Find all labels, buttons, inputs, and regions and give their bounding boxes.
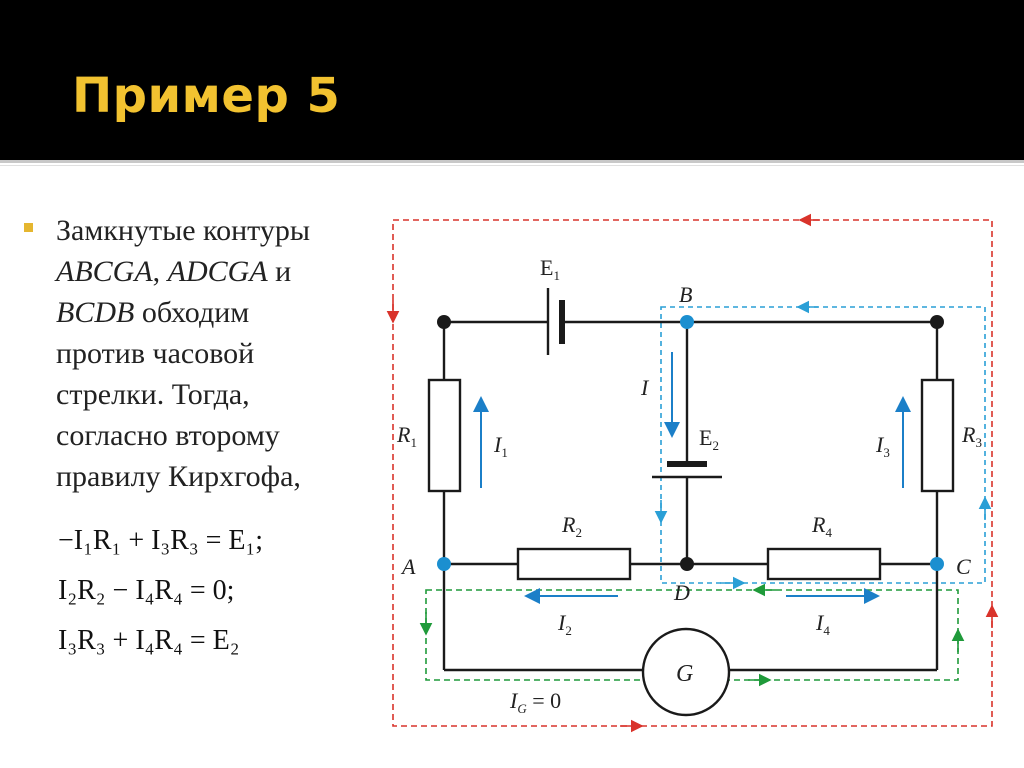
node-a <box>437 557 451 571</box>
node-b <box>680 315 694 329</box>
text-line: ABCGA, ADCGA и <box>56 255 292 288</box>
equation-2: I₂R₂ − I₄R₄ = 0; <box>58 575 235 606</box>
resistor-r2 <box>518 549 630 579</box>
label-c: C <box>956 554 971 579</box>
equation-3: I₃R₃ + I₄R₄ = E₂ <box>58 625 240 656</box>
equation-1: −I₁R₁ + I₃R₃ = E₁; <box>58 525 264 556</box>
label-ig: $I_G = 0$ <box>510 688 562 716</box>
text-line: правилу Кирхгофа, <box>56 460 301 493</box>
resistor-r4 <box>768 549 880 579</box>
text-line: согласно второму <box>56 419 280 452</box>
corner-node <box>437 315 451 329</box>
label-i2: $I_2$ <box>558 610 572 638</box>
label-a: A <box>402 554 416 579</box>
corner-node <box>930 315 944 329</box>
label-r2: $R_2$ <box>562 512 582 540</box>
text-line: Замкнутые контуры <box>56 214 311 247</box>
text-line: против часовой <box>56 337 255 370</box>
label-g: G <box>676 661 694 687</box>
node-c <box>930 557 944 571</box>
label-i3: $I_3$ <box>876 432 890 460</box>
resistor-r1 <box>429 380 460 491</box>
label-i: I <box>641 375 649 400</box>
resistor-r3 <box>922 380 953 491</box>
label-d: D <box>674 580 690 605</box>
label-i4: $I_4$ <box>816 610 830 638</box>
wires <box>444 322 937 670</box>
label-r3: $R_3$ <box>962 422 982 450</box>
text-line: BCDB обходим <box>56 296 250 329</box>
label-i1: $I_1$ <box>494 432 508 460</box>
label-e1: $E_1$ <box>540 255 560 283</box>
slide-title: Пример 5 <box>72 68 341 124</box>
node-d <box>680 557 694 571</box>
label-e2: $E_2$ <box>699 425 719 453</box>
label-r1: $R_1$ <box>397 422 417 450</box>
label-r4: $R_4$ <box>812 512 832 540</box>
text-line: стрелки. Тогда, <box>56 378 250 411</box>
label-b: B <box>679 282 693 307</box>
